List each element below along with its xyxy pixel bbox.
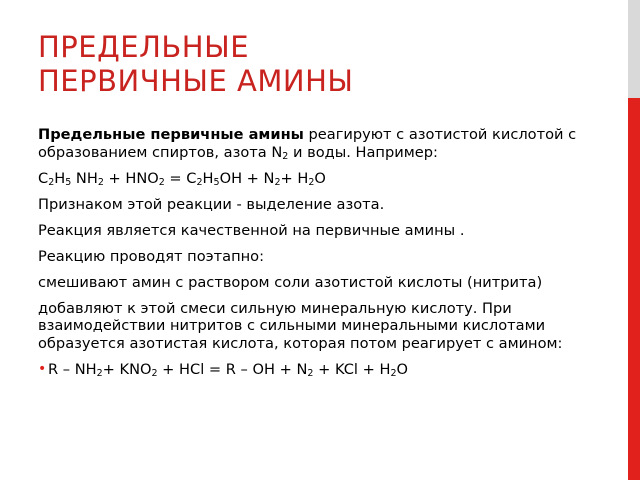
paragraph-qualitative: Реакция является качественной на первичные амины . <box>38 221 465 239</box>
intro-end: и воды. Например: <box>288 143 438 161</box>
eq1-g: OH + N <box>219 169 275 187</box>
eq1-a-sub: 2 <box>48 176 55 188</box>
paragraph-sign: Признаком этой реакции - выделение азота. <box>38 195 385 213</box>
slide-body <box>38 126 598 378</box>
bullet-dot-icon: • <box>38 360 47 377</box>
paragraph-step-2: добавляют к этой смеси сильную минеральную кислоту. При взаимодействии нитритов с сильными минеральными кислотами образуется азотистая кислота, которая потом реагирует с амином: <box>38 299 563 352</box>
eq2-a-sub: 2 <box>96 367 103 379</box>
eq2-a: R – NH <box>48 360 97 378</box>
eq1-e-sub: 2 <box>196 176 203 188</box>
title-line-2: ПЕРВИЧНЫЕ АМИНЫ <box>38 64 354 98</box>
eq2-b-sub: 2 <box>151 367 158 379</box>
eq2-b: + KNO <box>102 360 152 378</box>
eq1-f: H <box>202 169 214 187</box>
eq1-g-sub: 2 <box>274 176 281 188</box>
paragraph-stages: Реакцию проводят поэтапно: <box>38 247 265 265</box>
eq2-c-sub: 2 <box>307 367 314 379</box>
intro-text: реагируют с азотистой кислотой с образованием спиртов, азота N <box>38 126 577 161</box>
side-bar-red <box>628 98 640 480</box>
eq1-h-sub: 2 <box>308 176 315 188</box>
paragraph-intro <box>38 126 598 161</box>
eq2-d-sub: 2 <box>390 367 397 379</box>
eq1-d: + HNO <box>103 169 159 187</box>
bullet-equation <box>38 361 598 379</box>
side-bar-gray <box>628 0 640 98</box>
eq2-d: + KCl + H <box>313 360 391 378</box>
intro-bold: Предельные первичные амины <box>38 126 304 143</box>
eq1-b-sub: 5 <box>65 176 72 188</box>
eq1-e: = C <box>164 169 197 187</box>
eq1-b: H <box>54 169 66 187</box>
intro-sub: 2 <box>282 150 289 162</box>
eq1-c-sub: 2 <box>97 176 104 188</box>
eq1-i: O <box>314 169 326 187</box>
eq1-d-sub: 2 <box>158 176 165 188</box>
eq2-e: O <box>396 360 408 378</box>
paragraph-step-1: смешивают амин с раствором соли азотистой кислоты (нитрита) <box>38 273 543 291</box>
eq1-f-sub: 5 <box>213 176 220 188</box>
eq2-c: + HCl = R – OH + N <box>157 360 308 378</box>
title-line-1: ПРЕДЕЛЬНЫЕ <box>38 30 250 64</box>
eq1-h: + H <box>280 169 309 187</box>
eq1-a: C <box>38 169 49 187</box>
equation-1 <box>38 170 598 188</box>
eq1-c: NH <box>71 169 98 187</box>
slide-title <box>38 30 598 98</box>
